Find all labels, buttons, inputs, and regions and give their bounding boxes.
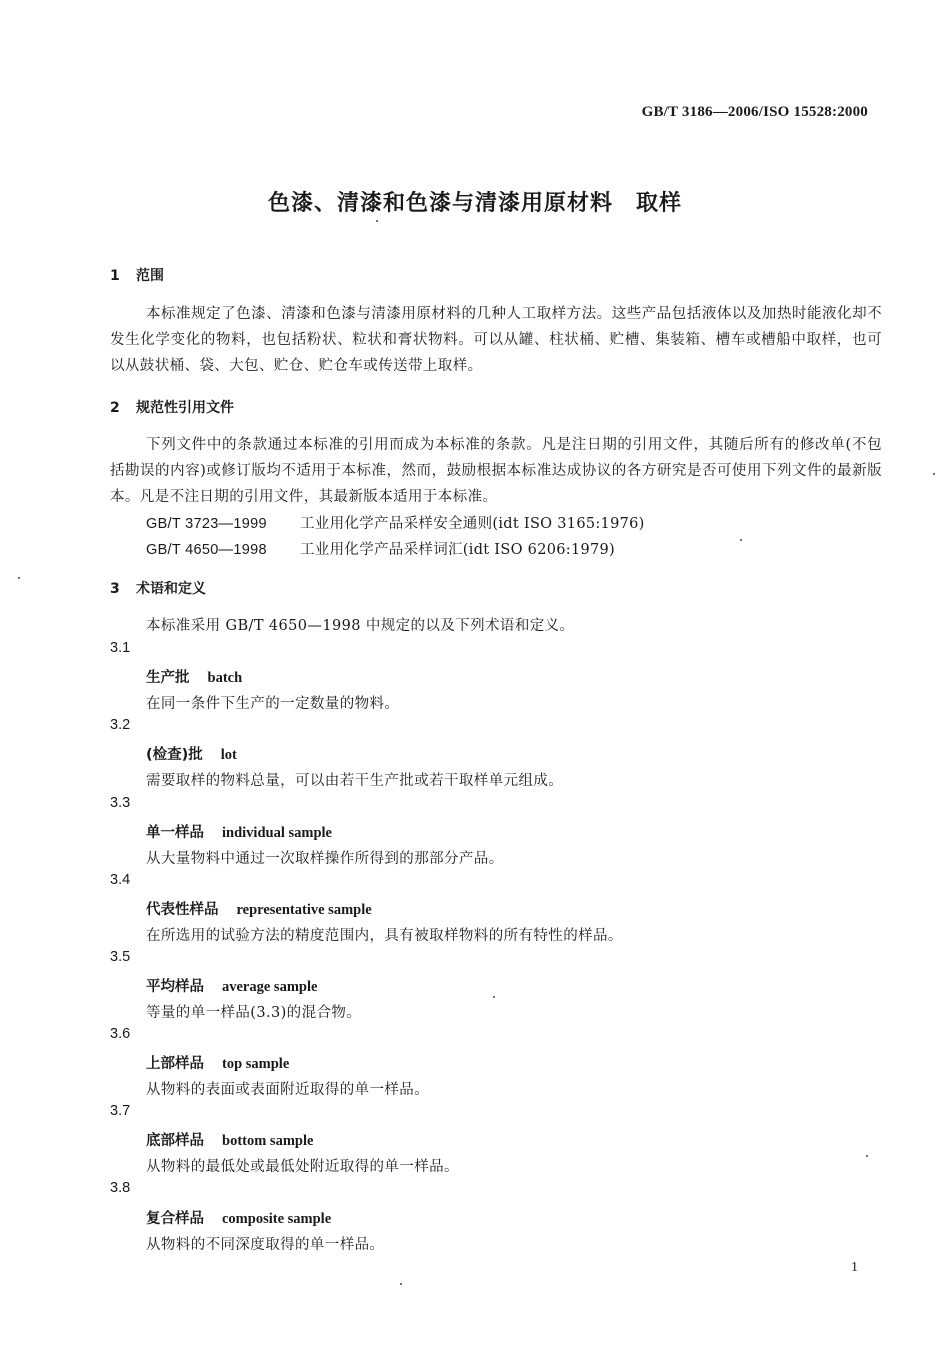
term-number: 3.7 xyxy=(110,1103,131,1119)
standard-code: GB/T 3186—2006/ISO 15528:2000 xyxy=(641,104,868,120)
term-number: 3.5 xyxy=(110,949,131,965)
term-definition: 需要取样的物料总量，可以由若干生产批或若干取样单元组成。 xyxy=(146,773,564,789)
term-number: 3.6 xyxy=(110,1026,131,1042)
term-chinese: 单一样品 xyxy=(146,825,204,841)
term-heading xyxy=(146,666,242,687)
reference-item xyxy=(146,512,645,533)
reference-code: GB/T 4650—1998 xyxy=(146,542,267,558)
scan-speck xyxy=(740,539,742,541)
term-number: 3.8 xyxy=(110,1180,131,1196)
section-2-paragraph: 下列文件中的条款通过本标准的引用而成为本标准的条款。凡是注日期的引用文件，其随后所有的修改单(不包括勘误的内容)或修订版均不适用于本标准，然而，鼓励根据本标准达成协议的各方研究是否可使用下列文件的最新版本。凡是不注日期的引用文件，其最新版本适用于本标准。 xyxy=(110,437,882,505)
page-number: 1 xyxy=(851,1260,858,1275)
scan-speck xyxy=(376,220,378,222)
term-number: 3.2 xyxy=(110,717,131,733)
reference-code: GB/T 3723—1999 xyxy=(146,516,267,532)
section-3-heading xyxy=(110,578,206,598)
term-definition: 从物料的最低处或最低处附近取得的单一样品。 xyxy=(146,1159,459,1175)
term-heading xyxy=(146,743,237,764)
section-1-heading xyxy=(110,265,164,285)
term-chinese: 生产批 xyxy=(146,670,190,686)
document-title: 色漆、清漆和色漆与清漆用原材料 取样 xyxy=(267,191,682,216)
term-number: 3.4 xyxy=(110,872,131,888)
section-number: 1 xyxy=(110,268,120,284)
term-definition: 从物料的不同深度取得的单一样品。 xyxy=(146,1237,385,1253)
term-heading xyxy=(146,821,332,842)
reference-title: 工业用化学产品采样安全通则(idt ISO 3165:1976) xyxy=(300,516,645,532)
term-definition: 在所选用的试验方法的精度范围内，具有被取样物料的所有特性的样品。 xyxy=(146,928,623,944)
term-chinese: 平均样品 xyxy=(146,979,204,995)
section-number: 2 xyxy=(110,400,120,416)
term-english: top sample xyxy=(222,1056,290,1072)
term-chinese: 底部样品 xyxy=(146,1133,204,1149)
term-heading xyxy=(146,898,372,919)
term-heading xyxy=(146,975,317,996)
term-english: composite sample xyxy=(222,1211,332,1227)
scan-speck xyxy=(18,577,20,579)
term-heading xyxy=(146,1129,313,1150)
scan-speck xyxy=(866,1155,868,1157)
scan-speck xyxy=(493,996,495,998)
term-chinese: 上部样品 xyxy=(146,1056,204,1072)
term-english: representative sample xyxy=(236,902,372,918)
term-number: 3.1 xyxy=(110,640,131,656)
term-english: individual sample xyxy=(222,825,332,841)
term-chinese: (检查)批 xyxy=(146,747,203,763)
term-heading xyxy=(146,1052,289,1073)
term-definition: 在同一条件下生产的一定数量的物料。 xyxy=(146,696,400,712)
term-english: bottom sample xyxy=(222,1133,314,1149)
term-english: batch xyxy=(207,670,243,686)
section-1-paragraph: 本标准规定了色漆、清漆和色漆与清漆用原材料的几种人工取样方法。这些产品包括液体以及加热时能液化却不发生化学变化的物料，也包括粉状、粒状和膏状物料。可以从罐、柱状桶、贮槽、集装箱、槽车或槽船中取样，也可以从鼓状桶、袋、大包、贮仓、贮仓车或传送带上取样。 xyxy=(110,306,882,374)
term-english: average sample xyxy=(222,979,318,995)
section-3-intro: 本标准采用 GB/T 4650—1998 中规定的以及下列术语和定义。 xyxy=(146,618,575,634)
term-definition: 从物料的表面或表面附近取得的单一样品。 xyxy=(146,1082,430,1098)
term-chinese: 复合样品 xyxy=(146,1211,204,1227)
term-number: 3.3 xyxy=(110,795,131,811)
term-chinese: 代表性样品 xyxy=(146,902,219,918)
term-english: lot xyxy=(220,747,237,763)
section-2-heading xyxy=(110,397,234,417)
scan-speck xyxy=(933,473,935,475)
section-title: 术语和定义 xyxy=(136,581,206,597)
scan-speck xyxy=(400,1283,402,1285)
term-definition: 从大量物料中通过一次取样操作所得到的那部分产品。 xyxy=(146,851,504,867)
term-heading xyxy=(146,1207,331,1228)
term-definition: 等量的单一样品(3.3)的混合物。 xyxy=(146,1005,362,1021)
reference-item xyxy=(146,538,615,559)
section-title: 规范性引用文件 xyxy=(136,400,234,416)
section-title: 范围 xyxy=(136,268,164,284)
section-number: 3 xyxy=(110,581,120,597)
reference-title: 工业用化学产品采样词汇(idt ISO 6206:1979) xyxy=(300,542,616,558)
